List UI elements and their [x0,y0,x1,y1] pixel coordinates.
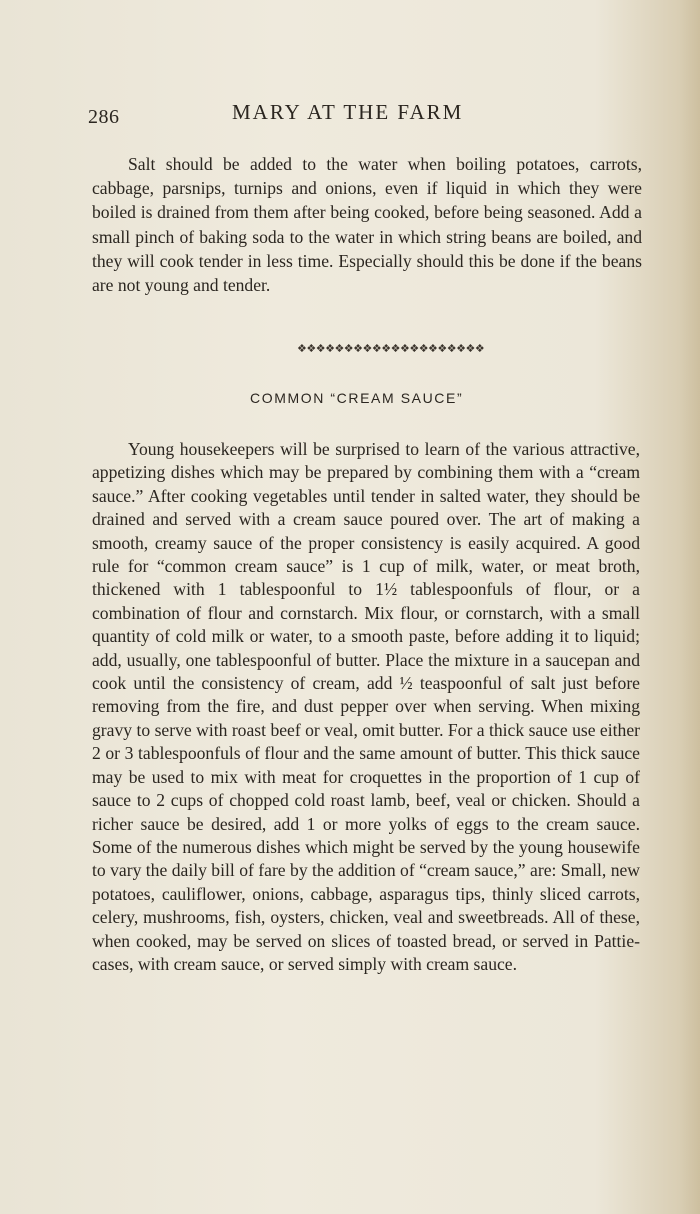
paragraph-salt [92,152,642,297]
paragraph-text: Young housekeepers will be surprised to learn of the various attractive, appetizing dishes which may be prepared by combining them with a “cream sauce.” After cooking vegetables until tender in salted water, they should be drained and served with a cream sauce poured over. The art of making a smooth, creamy sauce of the proper consistency is easily acquired. A good rule for “common cream sauce” is 1 cup of milk, water, or meat broth, thickened with 1 tablespoonful to 1½ tablespoonfuls of flour, or a combination of flour and cornstarch. Mix flour, or cornstarch, with a small quantity of cold milk or water, to a smooth paste, before adding it to liquid; add, usually, one tablespoonful of butter. Place the mixture in a saucepan and cook until the consistency of cream, add ½ teaspoonful of salt just before removing from the fire, and dust pepper over when serving. When mixing gravy to serve with roast beef or veal, omit butter. For a thick sauce use either 2 or 3 tablespoonfuls of flour and the same amount of butter. This thick sauce may be used to mix with meat for croquettes in the proportion of 1 cup of sauce to 2 cups of chopped cold roast lamb, beef, veal or chicken. Should a richer sauce be desired, add 1 or more yolks of eggs to the cream sauce. Some of the numerous dishes which might be served by the young housewife to vary the daily bill of fare by the addition of “cream sauce,” are: Small, new potatoes, cauliflower, onions, cabbage, asparagus tips, thinly sliced carrots, celery, mushrooms, fish, oysters, chicken, veal and sweetbreads. All of these, when cooked, may be served on slices of toasted bread, or served in Pattie-cases, with cream sauce, or served simply with cream sauce. [92,439,640,974]
paragraph-cream-sauce [92,438,640,976]
running-title: MARY AT THE FARM [232,100,464,124]
section-title: COMMON “CREAM SAUCE” [250,390,464,406]
page-number: 286 [88,106,120,128]
paragraph-text: Salt should be added to the water when boiling potatoes, carrots, cabbage, parsnips, turnips and onions, even if liquid in which they were boiled is drained from them after being cooked, before being seasoned. Add a small pinch of baking soda to the water in which string beans are boiled, and they will cook tender in less time. Especially should this be done if the beans are not young and tender. [92,154,642,296]
ornamental-divider: ❖❖❖❖❖❖❖❖❖❖❖❖❖❖❖❖❖❖❖❖ [297,342,485,355]
